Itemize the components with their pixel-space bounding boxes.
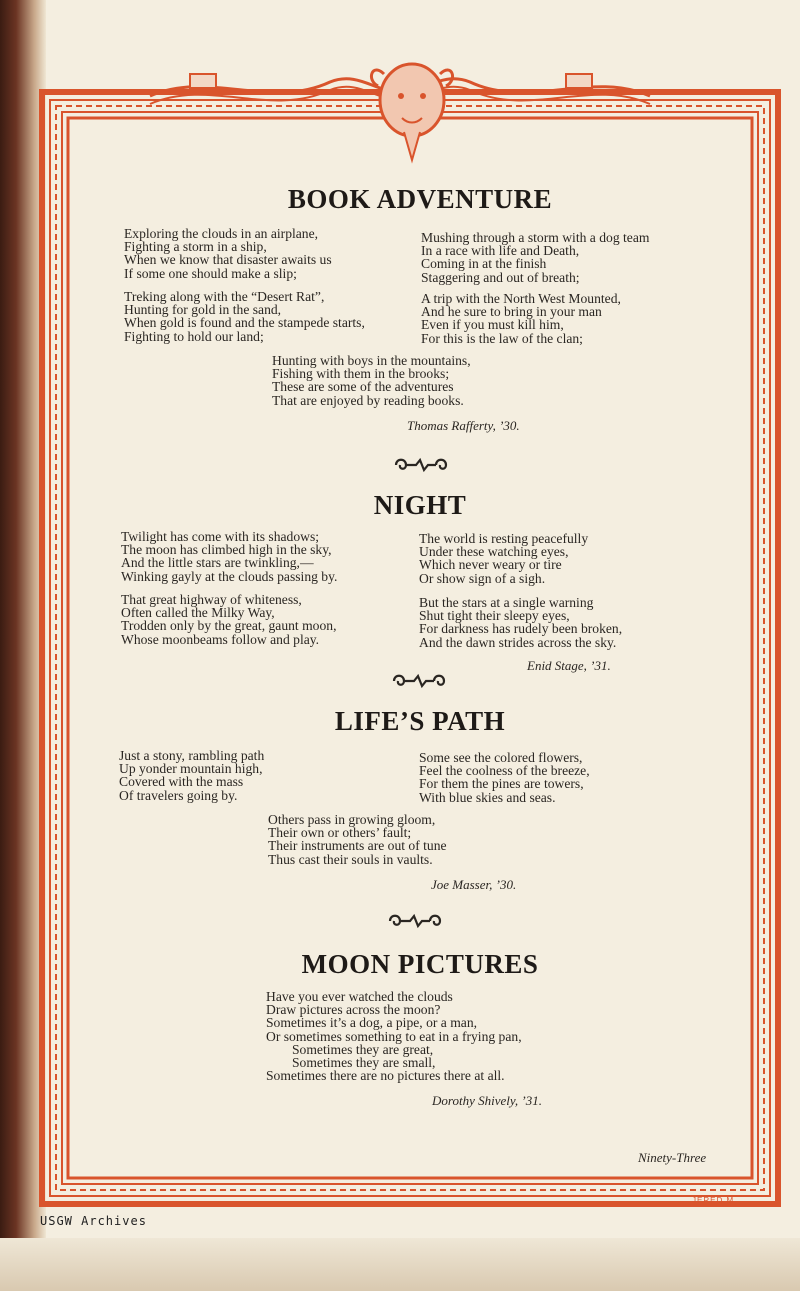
stanza-night-4: But the stars at a single warning Shut tight their sleepy eyes, For darkness has rudely been broken, And the dawn strides across the sky. bbox=[419, 595, 623, 650]
stanza-book-adventure-2: Treking along with the “Desert Rat”, Hunting for gold in the sand, When gold is found and the stampede starts, Fighting to hold our land; bbox=[124, 289, 365, 344]
poem-title-night: NIGHT bbox=[373, 490, 467, 520]
stanza-lifes-path-2: Some see the colored flowers, Feel the coolness of the breeze, For them the pines are towers, With blue skies and seas. bbox=[419, 750, 590, 805]
border-signature: JERED M bbox=[692, 1196, 735, 1205]
stanza-night-3: The world is resting peacefully Under these watching eyes, Which never weary or tire Or show sign of a sigh. bbox=[419, 531, 589, 586]
flourish-ornament-icon bbox=[392, 456, 450, 474]
poem-title-moon-pictures: MOON PICTURES bbox=[301, 949, 539, 979]
stanza-lifes-path-3: Others pass in growing gloom, Their own or others’ fault; Their instruments are out of tune Thus cast their souls in vaults. bbox=[268, 812, 447, 867]
author-book-adventure: Thomas Rafferty, ’30. bbox=[407, 418, 520, 433]
author-moon-pictures: Dorothy Shively, ’31. bbox=[432, 1093, 542, 1108]
archive-watermark: USGW Archives bbox=[40, 1214, 147, 1228]
poem-title-lifes-path: LIFE’S PATH bbox=[334, 706, 506, 736]
stanza-book-adventure-3: Mushing through a storm with a dog team In a race with life and Death, Coming in at the finish Staggering and out of breath; bbox=[421, 230, 650, 285]
stanza-night-2: That great highway of whiteness, Often called the Milky Way, Trodden only by the great, gaunt moon, Whose moonbeams follow and play. bbox=[121, 592, 337, 647]
stanza-lifes-path-1: Just a stony, rambling path Up yonder mountain high, Covered with the mass Of travelers going by. bbox=[119, 748, 265, 803]
stanza-moon-pictures: Have you ever watched the clouds Draw pictures across the moon? Sometimes it’s a dog, a pipe, or a man, Or sometimes something to eat in a frying pan, Sometimes they are great, Sometimes they are small, Sometimes there are no pictures there at all. bbox=[266, 989, 522, 1084]
stanza-book-adventure-4: A trip with the North West Mounted, And he sure to bring in your man Even if you must kill him, For this is the law of the clan; bbox=[421, 291, 621, 346]
stanza-book-adventure-1: Exploring the clouds in an airplane, Fighting a storm in a ship, When we know that disaster awaits us If some one should make a slip; bbox=[124, 226, 332, 281]
page-number: Ninety-Three bbox=[638, 1150, 707, 1165]
page-content bbox=[70, 0, 770, 1200]
stanza-book-adventure-5: Hunting with boys in the mountains, Fishing with them in the brooks; These are some of the adventures That are enjoyed by reading books. bbox=[272, 353, 471, 408]
author-lifes-path: Joe Masser, ’30. bbox=[431, 877, 517, 892]
page-bottom-strip bbox=[0, 1238, 800, 1291]
stanza-night-1: Twilight has come with its shadows; The moon has climbed high in the sky, And the little stars are twinkling,— Winking gayly at the clouds passing by. bbox=[121, 529, 338, 584]
author-night: Enid Stage, ’31. bbox=[527, 658, 611, 673]
flourish-ornament-icon bbox=[390, 672, 448, 690]
flourish-ornament-icon bbox=[386, 912, 444, 930]
poem-title-book-adventure: BOOK ADVENTURE bbox=[287, 184, 553, 214]
